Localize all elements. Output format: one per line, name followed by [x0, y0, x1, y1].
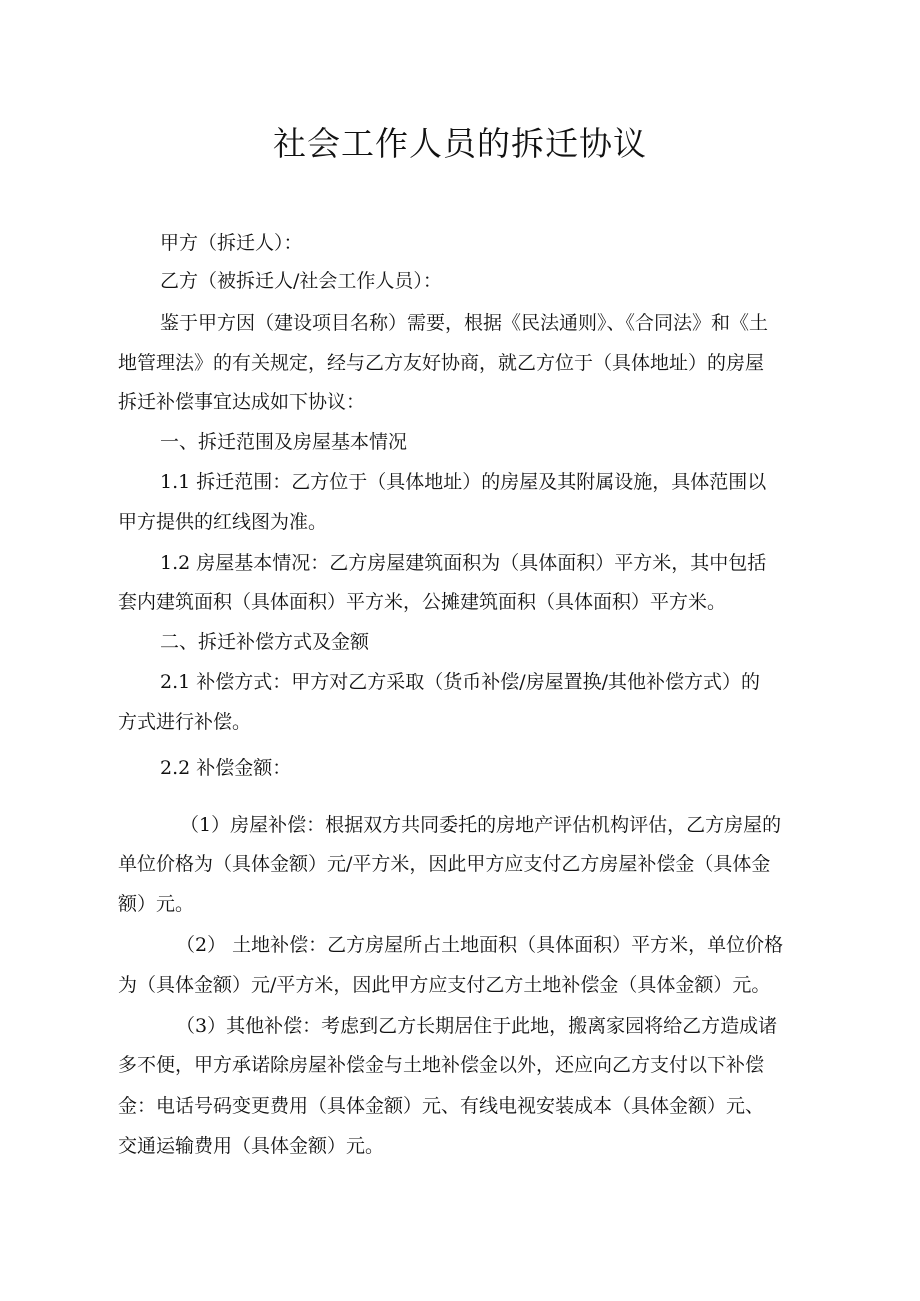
clause-2-2-heading: 2.2 补偿金额： — [160, 757, 292, 779]
party-a-line: 甲方（拆迁人）： — [160, 232, 303, 254]
item-3-line-3: 金：电话号码变更费用（具体金额）元、有线电视安装成本（具体金额）元、 — [118, 1095, 765, 1117]
document-title: 社会工作人员的拆迁协议 — [273, 124, 647, 163]
clause-2-1-line-2: 方式进行补偿。 — [118, 711, 252, 733]
section-1-heading: 一、拆迁范围及房屋基本情况 — [160, 431, 408, 453]
item-3-line-1: （3）其他补偿：考虑到乙方长期居住于此地，搬离家园将给乙方造成诸 — [176, 1015, 778, 1037]
item-1-line-1: （1）房屋补偿：根据双方共同委托的房地产评估机构评估，乙方房屋的 — [180, 814, 782, 836]
preamble-line-3: 拆迁补偿事宜达成如下协议： — [118, 391, 366, 413]
clause-1-1-line-2: 甲方提供的红线图为准。 — [118, 511, 328, 533]
party-b-line: 乙方（被拆迁人/社会工作人员）： — [160, 270, 442, 292]
clause-2-1-line-1: 2.1 补偿方式：甲方对乙方采取（货币补偿/房屋置换/其他补偿方式）的 — [160, 671, 761, 693]
item-1-line-2: 单位价格为（具体金额）元/平方米，因此甲方应支付乙方房屋补偿金（具体金 — [118, 853, 771, 875]
item-3-line-4: 交通运输费用（具体金额）元。 — [118, 1135, 385, 1157]
item-3-line-2: 多不便，甲方承诺除房屋补偿金与土地补偿金以外，还应向乙方支付以下补偿 — [118, 1054, 765, 1076]
clause-1-2-line-1: 1.2 房屋基本情况：乙方房屋建筑面积为（具体面积）平方米，其中包括 — [160, 552, 767, 574]
item-1-line-3: 额）元。 — [118, 893, 195, 915]
item-2-line-2: 为（具体金额）元/平方米，因此甲方应支付乙方土地补偿金（具体金额）元。 — [118, 974, 771, 996]
item-2-line-1: （2） 土地补偿：乙方房屋所占土地面积（具体面积）平方米，单位价格 — [176, 934, 784, 956]
clause-1-1-line-1: 1.1 拆迁范围：乙方位于（具体地址）的房屋及其附属设施，具体范围以 — [160, 471, 767, 493]
preamble-line-1: 鉴于甲方因（建设项目名称）需要，根据《民法通则》、《合同法》和《土 — [160, 312, 769, 334]
clause-1-2-line-2: 套内建筑面积（具体面积）平方米，公摊建筑面积（具体面积）平方米。 — [118, 591, 727, 613]
preamble-line-2: 地管理法》的有关规定，经与乙方友好协商，就乙方位于（具体地址）的房屋 — [118, 352, 765, 374]
section-2-heading: 二、拆迁补偿方式及金额 — [160, 631, 370, 653]
